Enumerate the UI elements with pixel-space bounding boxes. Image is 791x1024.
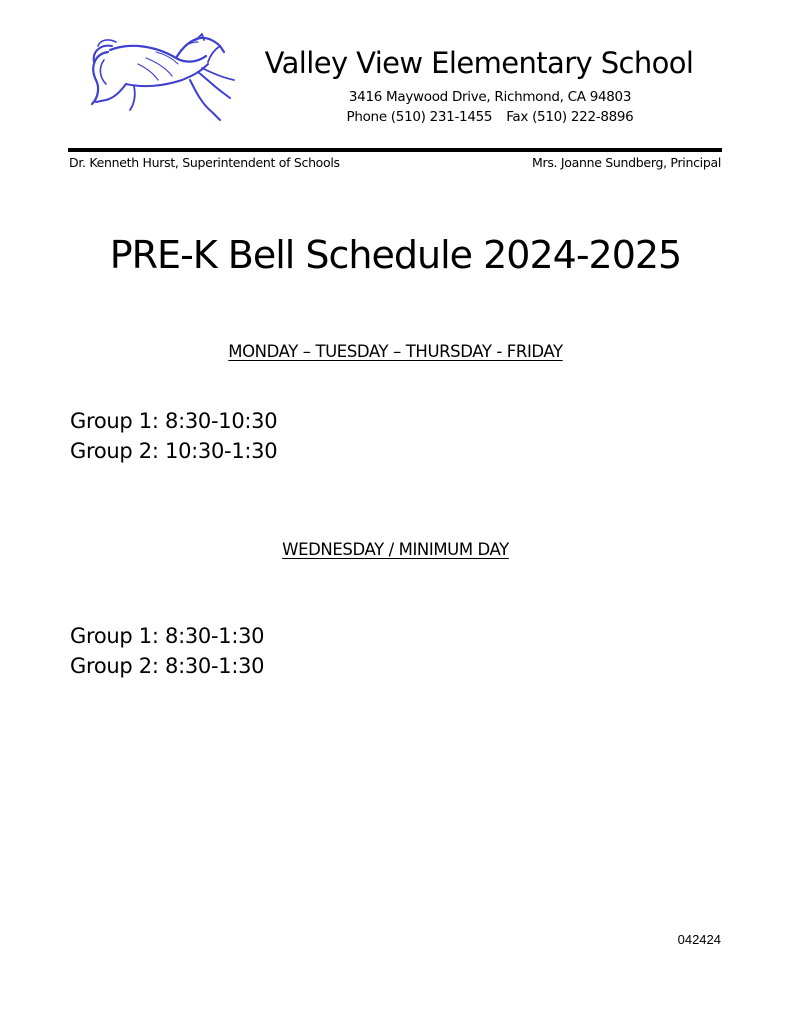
section-heading-mon-tue-thu-fri: MONDAY – TUESDAY – THURSDAY - FRIDAY	[228, 342, 563, 361]
school-name: Valley View Elementary School	[264, 46, 694, 80]
document-code: 042424	[677, 932, 721, 947]
schedule-list-minimum-day	[70, 621, 264, 681]
school-address: 3416 Maywood Drive, Richmond, CA 94803	[348, 89, 632, 105]
schedule-item: Group 2: 10:30-1:30	[70, 439, 278, 463]
header-divider	[68, 148, 722, 152]
mustang-logo-icon	[86, 28, 252, 134]
school-logo	[86, 28, 252, 134]
school-contact-line	[300, 109, 680, 125]
school-fax: Fax (510) 222-8896	[506, 109, 634, 125]
schedule-item: Group 1: 8:30-1:30	[70, 624, 265, 648]
school-phone: Phone (510) 231-1455	[346, 109, 493, 125]
principal-line: Mrs. Joanne Sundberg, Principal	[532, 155, 721, 170]
superintendent-line: Dr. Kenneth Hurst, Superintendent of Schools	[69, 155, 340, 170]
schedule-item: Group 1: 8:30-10:30	[70, 409, 278, 433]
section-heading-wednesday: WEDNESDAY / MINIMUM DAY	[282, 540, 509, 559]
schedule-item: Group 2: 8:30-1:30	[70, 654, 265, 678]
schedule-list-regular	[70, 406, 277, 466]
page-title: PRE-K Bell Schedule 2024-2025	[109, 233, 682, 277]
